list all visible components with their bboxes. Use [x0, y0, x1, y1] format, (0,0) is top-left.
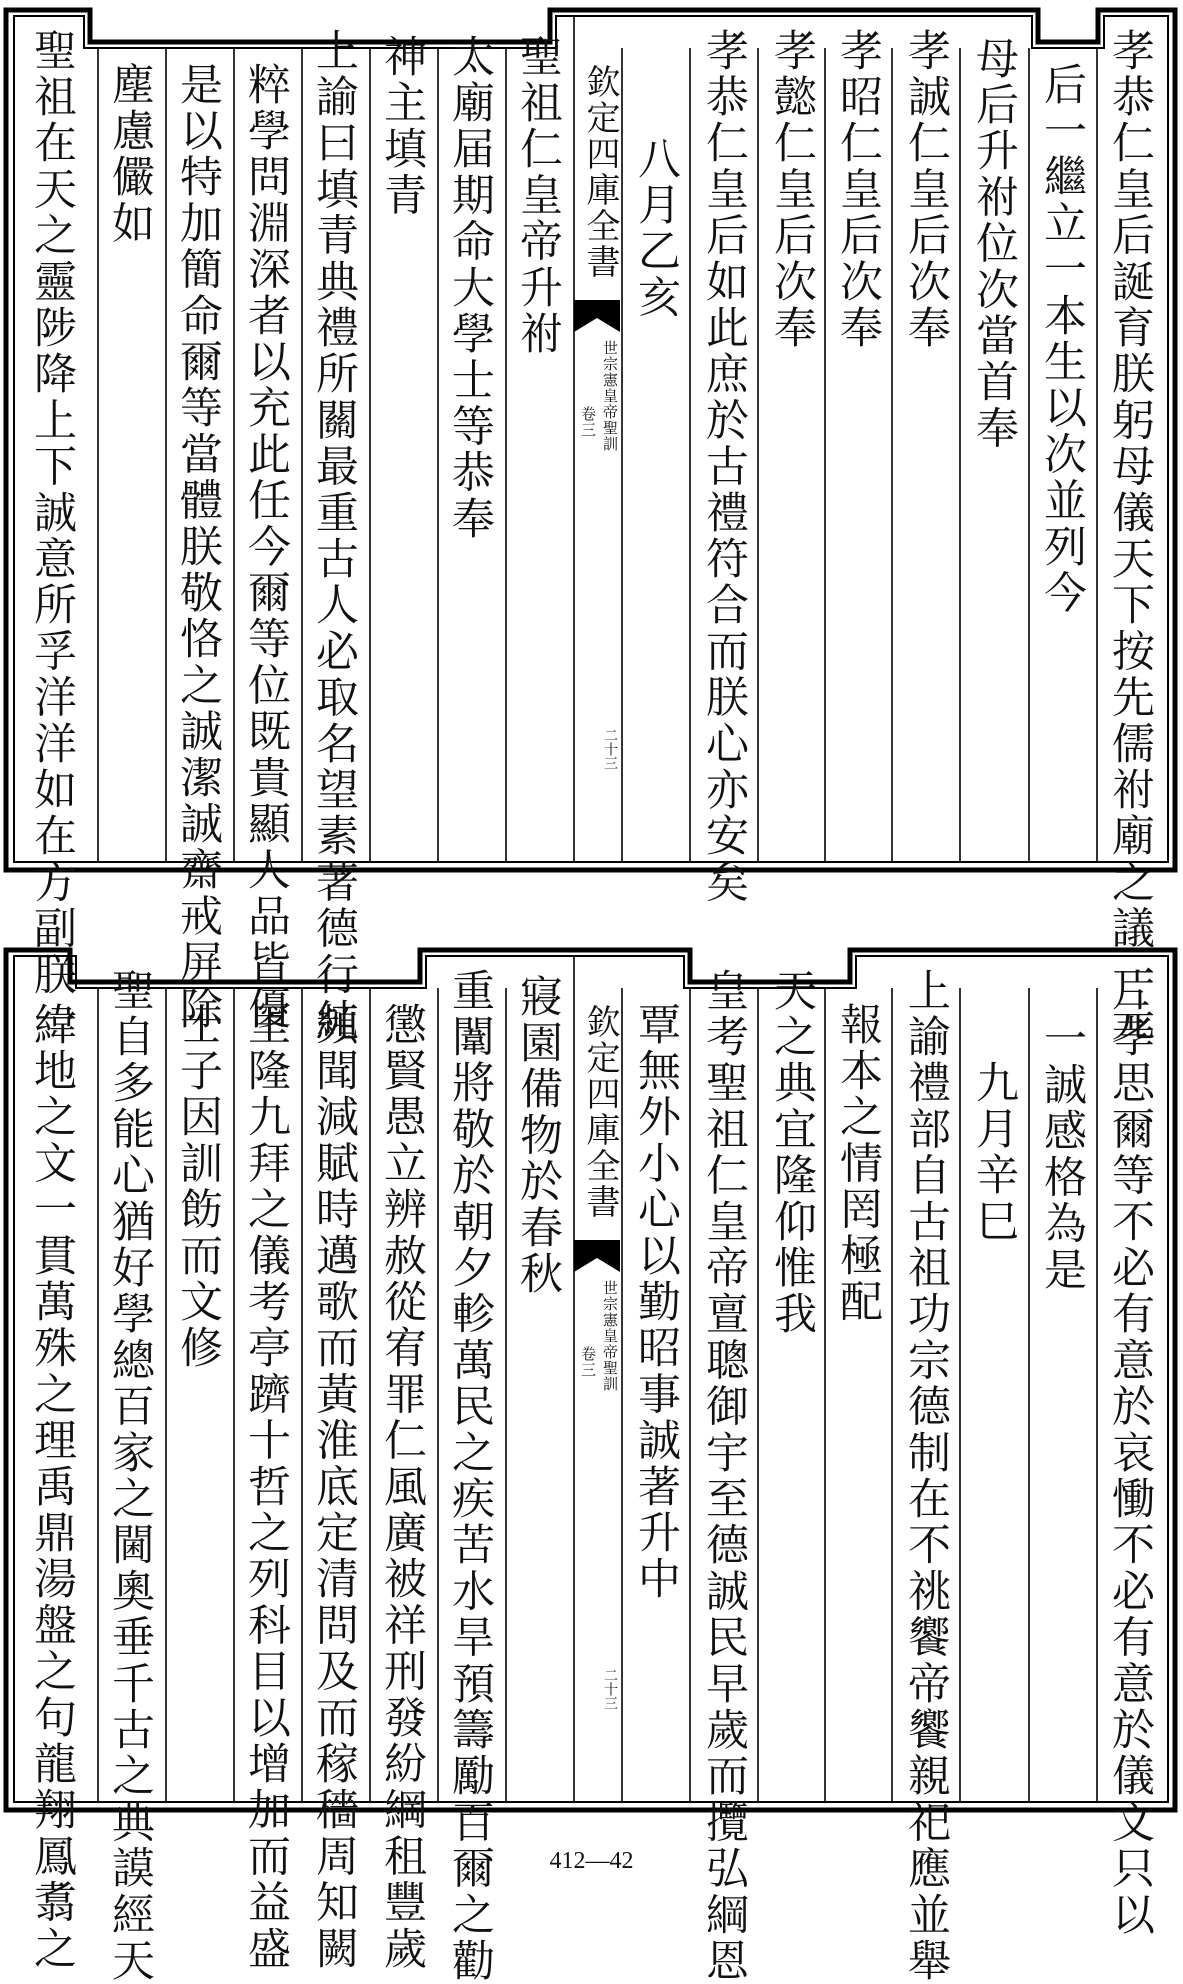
text-column: 頻聞減賦時邁歌而黃淮底定清問及而稼穡周知闕 — [309, 1002, 359, 1973]
text-column: 報本之情罔極配 — [833, 1002, 883, 1326]
text-column: 重闈將敬於朝夕軫萬民之疾苦水旱預籌勵百爾之勸 — [445, 968, 495, 1984]
text-column: 上諭禮部自古祖功宗德制在不祧饗帝饗親祀應並舉 — [901, 968, 951, 1984]
text-column: 片孝思爾等不必有意於哀慟不必有意於儀文只以 — [1105, 968, 1155, 1939]
text-column: 八月乙亥 — [631, 136, 681, 321]
text-column: 上諭曰填青典禮所關最重古人必取名望素著德行純 — [309, 28, 359, 1045]
fold-number: 二十三 — [602, 1668, 618, 1710]
text-column: 緯地之文一貫萬殊之理禹鼎湯盤之句龍翔鳳翥之 — [27, 1002, 77, 1973]
text-column: 孝恭仁皇后如此庶於古禮符合而朕心亦安矣 — [699, 28, 749, 906]
text-column: 粹學問淵深者以充此任今爾等位既貴顯人品皆優 — [241, 62, 291, 1033]
text-column: 孝昭仁皇后次奉 — [833, 28, 883, 352]
text-column: 孝懿仁皇后次奉 — [767, 28, 817, 352]
text-column: 神主填青 — [377, 34, 427, 219]
text-column: 天之典宜隆仰惟我 — [767, 968, 817, 1338]
text-column: 太廟届期命大學士等恭奉 — [445, 34, 495, 543]
text-column: 覃無外小心以勤昭事誠著升中 — [631, 1002, 681, 1603]
center-volume: 卷三 — [579, 406, 597, 438]
center-title: 欽定四庫全書 — [580, 64, 620, 280]
text-column: 士子因訓飭而文修 — [173, 1002, 223, 1372]
text-column: 寢園備物於春秋 — [513, 974, 563, 1298]
text-column: 孝恭仁皇后誕育朕躬母儀天下按先儒祔廟之議一元 — [1105, 28, 1155, 1045]
text-column: 聖祖仁皇帝升祔 — [513, 34, 563, 358]
text-column: 母后升祔位次當首奉 — [969, 36, 1019, 452]
center-subtitle: 世宗憲皇帝聖訓 — [601, 1280, 619, 1392]
text-column: 懲賢愚立辨赦從宥罪仁風廣被祥刑發紛綱租豐歲 — [377, 1002, 427, 1973]
text-column: 里隆九拜之儀考亭躋十哲之列科目以增加而益盛 — [241, 1002, 291, 1973]
text-column: 九月辛巳 — [969, 1060, 1019, 1245]
center-title: 欽定四庫全書 — [580, 1004, 620, 1220]
text-column: 聖祖在天之靈陟降上下誠意所孚洋洋如在方副朕一 — [27, 28, 77, 1045]
center-volume: 卷三 — [579, 1346, 597, 1378]
text-column: 后一繼立一本生以次並列今 — [1037, 62, 1087, 617]
text-column: 皇考聖祖仁皇帝亶聰御宇至德誠民早歲而攬弘綱恩 — [699, 968, 749, 1984]
text-column: 聖自多能心猶好學總百家之閫奧垂千古之典謨經天 — [105, 968, 155, 1984]
page-number: 412—42 — [549, 1848, 634, 1874]
center-subtitle: 世宗憲皇帝聖訓 — [601, 340, 619, 452]
text-column: 一誠感格為是 — [1037, 1016, 1087, 1294]
text-column: 是以特加簡命爾等當體朕敬恪之誠潔誠齋戒屏除 — [173, 62, 223, 1033]
text-column: 塵慮儼如 — [105, 62, 155, 247]
fold-number: 二十三 — [602, 728, 618, 770]
text-column: 孝誠仁皇后次奉 — [901, 28, 951, 352]
